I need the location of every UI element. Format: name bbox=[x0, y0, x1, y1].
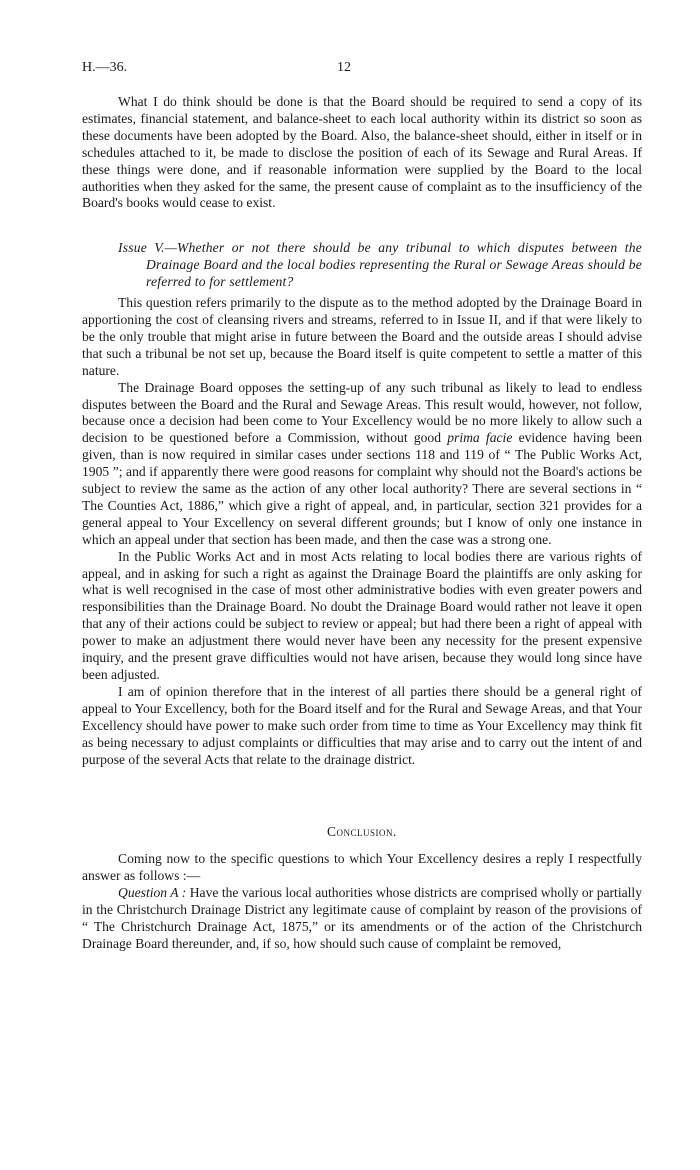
paragraph-board-opposition bbox=[82, 380, 642, 549]
question-text: Have the various local authorities whose districts are comprised wholly or partially in the Christchurch Drainage District any legitimate cause of complaint by reason of the provisions of “ The Christchurch Drainage Act, 1875,” or its amendments or of the action of the Christchurch Drainage Board thereunder, and, if so, how should such cause of complaint be removed, bbox=[82, 885, 642, 951]
paragraph-conclusion-intro: Coming now to the specific questions to which Your Excellency desires a reply I respectfully answer as follows :— bbox=[82, 851, 642, 884]
paragraph-board-accounts: What I do think should be done is that the Board should be required to send a copy of its estimates, financial statement, and balance-sheet to each local authority within its district so soon as these documents have been adopted by the Board. Also, the balance-sheet should, either in itself or in schedules attached to it, be made to disclose the position of each of its Sewage and Rural Areas. If these things were done, and if reasonable information were supplied by the Board to the local authorities when they asked for the same, the present cause of complaint as to the insufficiency of the Board's books would cease to exist. bbox=[82, 94, 642, 211]
paragraph-rights-of-appeal: In the Public Works Act and in most Acts relating to local bodies there are various rights of appeal, and in asking for such a right as against the Drainage Board the plaintiffs are only asking for what is well recognised in the case of most other administrative bodies with even greater powers and responsibilities than the Drainage Board. No doubt the Drainage Board would rather not leave it open that any of their actions could be subject to review or appeal; but had there been a right of appeal with power to make an adjustment there would never have been any necessity for the present expensive inquiry, and the present grave difficulties would not have arisen, because they would long since have been adjusted. bbox=[82, 548, 642, 682]
text-span: The Drainage Board opposes the setting-up of any such tribunal as likely to lead to endless disputes between the Board and the Rural and Sewage Areas. This result would, however, not follow, because once a decision had been come to Your Excellency would be no more likely to allow such a decision to be questioned before a Commission, without good bbox=[82, 379, 642, 446]
issue-five-heading: Issue V.—Whether or not there should be any tribunal to which disputes between the Drainage Board and the local bodies representing the Rural or Sewage Areas should be referred to for settlement? bbox=[118, 240, 642, 290]
paragraph-opinion: I am of opinion therefore that in the interest of all parties there should be a general right of appeal to Your Excellency, both for the Board itself and for the Rural and Sewage Areas, and that Your Excellency should have power to make such order from time to time as Your Excellency may think fit as being necessary to adjust complaints or difficulties that may arise and to carry out the intent of and purpose of the several Acts that relate to the drainage district. bbox=[82, 683, 642, 767]
page-number: 12 bbox=[337, 60, 351, 75]
paragraph-tribunal-question: This question refers primarily to the dispute as to the method adopted by the Drainage Board in apportioning the cost of cleansing rivers and streams, referred to in Issue II, and if that were likely to be the only trouble that might arise in future between the Board and the outside areas I should advise that such a tribunal be not set up, because the Board itself is quite competent to settle a matter of this nature. bbox=[82, 295, 642, 378]
question-label: Question A : bbox=[118, 885, 187, 901]
document-body bbox=[82, 94, 642, 953]
italic-phrase: prima facie bbox=[447, 430, 513, 446]
paragraph-question-a bbox=[82, 885, 642, 953]
document-id: H.—36. bbox=[82, 60, 128, 75]
conclusion-heading: Conclusion. bbox=[327, 824, 397, 840]
text-span: evidence having been given, than is now required in similar cases under sections 118 and 119 of “ The Public Works Act, 1905 ”; and if apparently there were good reasons for complaint why should not the Board's actions be subject to review the same as the action of any other local authority? There are several sections in “ The Counties Act, 1886,” which give a right of appeal, and, in particular, section 321 provides for a general appeal to Your Excellency on several different grounds; but I know of only one instance in which an appeal under that section has been made, and then the case was a strong one. bbox=[82, 430, 642, 547]
page-header bbox=[82, 60, 642, 80]
